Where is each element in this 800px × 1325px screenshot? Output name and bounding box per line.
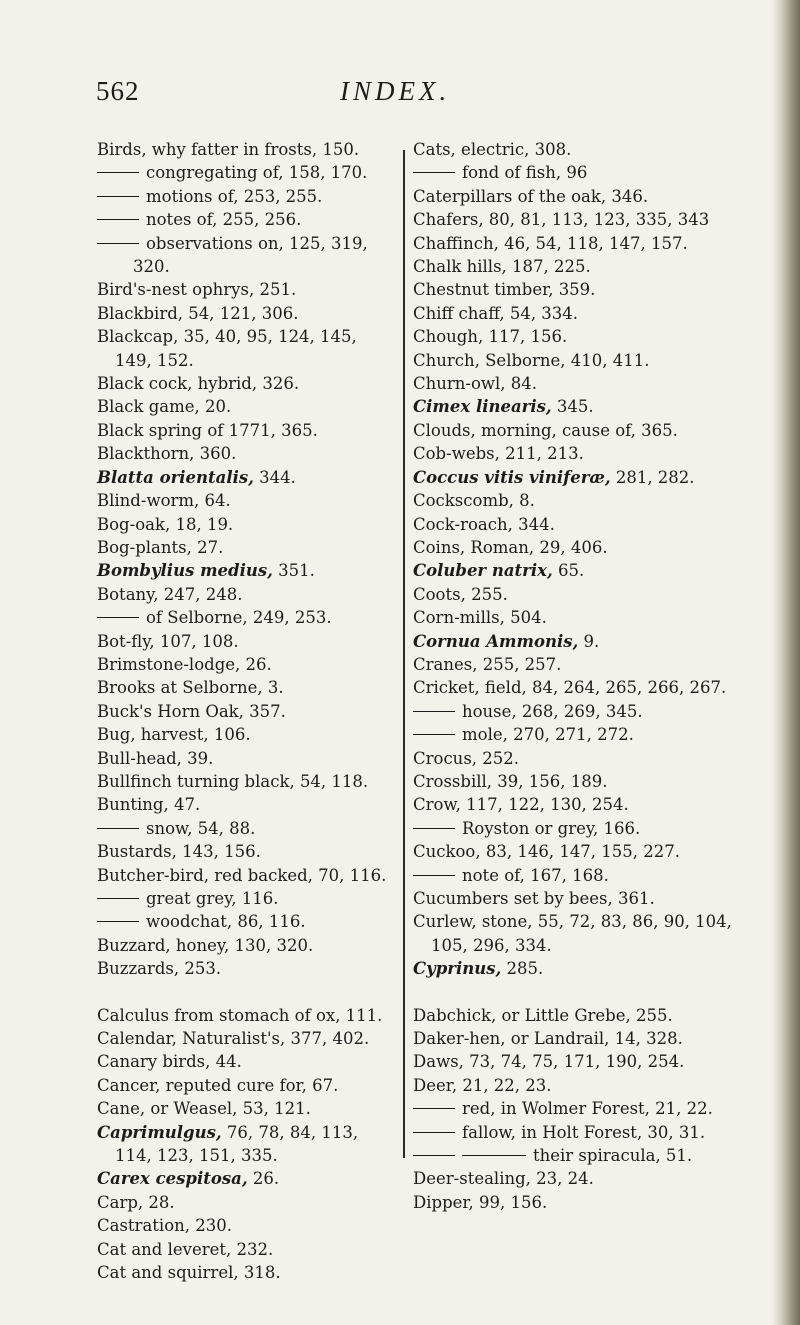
index-entry <box>413 255 733 278</box>
index-entry <box>413 887 733 910</box>
entry-text: Chiff chaff, 54, 334. <box>413 303 579 323</box>
ditto-dash <box>413 875 455 876</box>
entry-text: Cock-roach, 344. <box>413 514 555 534</box>
index-subentry <box>97 817 397 840</box>
entry-text: Royston or grey, 166. <box>462 818 641 838</box>
page-refs: 65. <box>552 561 585 581</box>
entry-text: Brimstone-lodge, 26. <box>97 654 272 674</box>
index-subentry <box>97 887 397 910</box>
index-entry <box>413 840 733 863</box>
index-entry <box>97 302 397 325</box>
entry-text: Chestnut timber, 359. <box>413 280 596 300</box>
index-entry <box>413 910 733 957</box>
index-entry <box>97 793 397 816</box>
entry-text: fallow, in Holt Forest, 30, 31. <box>462 1122 706 1142</box>
index-entry <box>413 1167 733 1190</box>
ditto-dash <box>97 828 139 829</box>
index-entry <box>97 395 397 418</box>
entry-text: of Selborne, 249, 253. <box>146 608 332 628</box>
index-subentry <box>97 910 397 933</box>
entry-text: woodchat, 86, 116. <box>146 912 306 932</box>
index-entry <box>413 372 733 395</box>
index-entry <box>97 466 397 489</box>
index-entry <box>413 606 733 629</box>
ditto-dash <box>413 1132 455 1133</box>
index-entry <box>413 630 733 653</box>
entry-text: Coins, Roman, 29, 406. <box>413 537 608 557</box>
entry-text: Brooks at Selborne, 3. <box>97 678 284 698</box>
ditto-dash <box>413 828 455 829</box>
entry-text: Castration, 230. <box>97 1216 232 1236</box>
index-subentry <box>413 700 733 723</box>
index-entry <box>413 676 733 699</box>
entry-text: Botany, 247, 248. <box>97 584 243 604</box>
index-entry <box>97 1074 397 1097</box>
entry-text: Deer-stealing, 23, 24. <box>413 1169 594 1189</box>
index-entry <box>97 934 397 957</box>
index-entry <box>97 747 397 770</box>
page-refs: 351. <box>272 561 315 581</box>
entry-text: Chalk hills, 187, 225. <box>413 257 591 277</box>
entry-text: fond of fish, 96 <box>462 163 588 183</box>
entry-text: snow, 54, 88. <box>146 818 256 838</box>
entry-text: Calculus from stomach of ox, 111. <box>97 1005 383 1025</box>
index-entry <box>413 349 733 372</box>
entry-text: Carp, 28. <box>97 1192 175 1212</box>
entry-text: Church, Selborne, 410, 411. <box>413 350 650 370</box>
entry-text: Blackcap, 35, 40, 95, 124, 145, 149, 152. <box>97 327 357 370</box>
section-gap <box>97 981 397 1004</box>
index-entry <box>413 1074 733 1097</box>
entry-text: notes of, 255, 256. <box>146 210 302 230</box>
entry-text: Cricket, field, 84, 264, 265, 266, 267. <box>413 678 727 698</box>
ditto-dash <box>462 1155 526 1156</box>
entry-text: Cucumbers set by bees, 361. <box>413 889 655 908</box>
entry-text: Cranes, 255, 257. <box>413 654 562 674</box>
entry-text: mole, 270, 271, 272. <box>462 725 634 745</box>
latin-name: Cyprinus, <box>413 959 502 979</box>
page-refs: 9. <box>578 631 600 651</box>
index-entry <box>97 957 397 980</box>
latin-name: Caprimulgus, <box>97 1122 222 1142</box>
index-entry <box>97 1238 397 1261</box>
entry-text: note of, 167, 168. <box>462 865 609 885</box>
latin-name: Coluber natrix, <box>413 561 553 581</box>
index-entry <box>97 1261 397 1284</box>
index-subentry <box>413 723 733 746</box>
entry-text: Corn-mills, 504. <box>413 608 547 628</box>
entry-text: Bog-plants, 27. <box>97 537 224 557</box>
index-entry <box>97 489 397 512</box>
index-entry <box>97 1004 397 1027</box>
entry-text: Cats, electric, 308. <box>413 140 572 159</box>
entry-text: Bull-head, 39. <box>97 748 214 768</box>
section-gap <box>413 981 733 1004</box>
index-entry <box>97 1121 397 1168</box>
entry-text: Curlew, stone, 55, 72, 83, 86, 90, 104, 105, 296, 334. <box>413 912 732 955</box>
index-entry <box>97 419 397 442</box>
index-entry <box>97 1214 397 1237</box>
index-entry <box>97 559 397 582</box>
index-subentry <box>97 208 397 231</box>
index-entry <box>413 583 733 606</box>
entry-text: Black spring of 1771, 365. <box>97 420 318 440</box>
entry-text: Churn-owl, 84. <box>413 374 538 394</box>
entry-text: house, 268, 269, 345. <box>462 701 643 721</box>
ditto-dash <box>97 243 139 244</box>
entry-text: Cockscomb, 8. <box>413 491 535 511</box>
page-refs: 345. <box>551 397 594 417</box>
index-entry <box>97 372 397 395</box>
entry-text: Bullfinch turning black, 54, 118. <box>97 771 369 791</box>
entry-text: Chaffinch, 46, 54, 118, 147, 157. <box>413 233 688 253</box>
index-entry <box>97 770 397 793</box>
index-entry <box>97 700 397 723</box>
index-entry <box>413 208 733 231</box>
index-entry <box>413 442 733 465</box>
entry-text: Daws, 73, 74, 75, 171, 190, 254. <box>413 1052 685 1072</box>
index-entry <box>97 864 397 887</box>
index-entry <box>97 676 397 699</box>
index-entry <box>97 630 397 653</box>
entry-text: Birds, why fatter in frosts, 150. <box>97 140 360 159</box>
index-entry <box>413 653 733 676</box>
index-entry <box>413 1027 733 1050</box>
entry-text: Blackthorn, 360. <box>97 444 237 464</box>
entry-text: great grey, 116. <box>146 889 279 908</box>
index-entry <box>413 395 733 418</box>
index-entry <box>97 325 397 372</box>
index-entry <box>97 1027 397 1050</box>
entry-text: Cane, or Weasel, 53, 121. <box>97 1099 311 1119</box>
index-entry <box>97 278 397 301</box>
page-number: 562 <box>96 76 140 106</box>
ditto-dash <box>413 1108 455 1109</box>
entry-text: Bunting, 47. <box>97 795 201 815</box>
index-entry <box>413 466 733 489</box>
entry-text: their spiracula, 51. <box>533 1146 693 1166</box>
ditto-dash <box>97 898 139 899</box>
index-entry <box>413 489 733 512</box>
entry-text: Cob-webs, 211, 213. <box>413 444 584 464</box>
page-refs: 76, 78, 84, 113, 114, 123, 151, 335. <box>115 1122 359 1166</box>
entry-text: Buzzards, 253. <box>97 959 222 979</box>
entry-text: Bot-fly, 107, 108. <box>97 631 239 651</box>
index-entry <box>97 1191 397 1214</box>
entry-text: Crow, 117, 122, 130, 254. <box>413 795 629 815</box>
entry-text: Cat and squirrel, 318. <box>97 1263 281 1283</box>
entry-text: Coots, 255. <box>413 584 508 604</box>
index-entry <box>97 513 397 536</box>
entry-text: Chough, 117, 156. <box>413 327 568 347</box>
index-subentry <box>413 1097 733 1120</box>
index-subentry <box>413 1144 733 1167</box>
entry-text: congregating of, 158, 170. <box>146 163 368 183</box>
page-refs: 281, 282. <box>610 467 695 487</box>
entry-text: Crocus, 252. <box>413 748 520 768</box>
index-entry <box>413 302 733 325</box>
index-entry <box>413 770 733 793</box>
page-refs: 344. <box>253 467 296 487</box>
entry-text: Canary birds, 44. <box>97 1052 242 1072</box>
entry-text: Black cock, hybrid, 326. <box>97 374 300 394</box>
entry-text: Dipper, 99, 156. <box>413 1192 548 1212</box>
latin-name: Carex cespitosa, <box>97 1169 248 1189</box>
entry-text: Calendar, Naturalist's, 377, 402. <box>97 1029 370 1049</box>
entry-text: Blackbird, 54, 121, 306. <box>97 303 299 323</box>
index-entry <box>413 1191 733 1214</box>
index-entry <box>97 723 397 746</box>
latin-name: Bombylius medius, <box>97 561 273 581</box>
index-column-left <box>97 138 397 1285</box>
index-subentry <box>97 185 397 208</box>
ditto-dash <box>97 921 139 922</box>
entry-text: Black game, 20. <box>97 397 232 417</box>
latin-name: Blatta orientalis, <box>97 467 254 487</box>
entry-text: Dabchick, or Little Grebe, 255. <box>413 1005 673 1025</box>
ditto-dash <box>413 1155 455 1156</box>
index-entry <box>97 138 397 161</box>
index-subentry <box>413 864 733 887</box>
page-refs: 285. <box>501 959 544 979</box>
entry-text: Cat and leveret, 232. <box>97 1239 274 1259</box>
index-entry <box>413 138 733 161</box>
ditto-dash <box>97 219 139 220</box>
ditto-dash <box>413 734 455 735</box>
page-refs: 26. <box>247 1169 280 1189</box>
running-head: INDEX. <box>340 76 451 106</box>
entry-text: Caterpillars of the oak, 346. <box>413 186 649 206</box>
index-entry <box>413 747 733 770</box>
index-entry <box>413 957 733 980</box>
latin-name: Cornua Ammonis, <box>413 631 579 651</box>
index-subentry <box>97 232 397 279</box>
index-entry <box>97 583 397 606</box>
entry-text: Cuckoo, 83, 146, 147, 155, 227. <box>413 842 681 862</box>
index-entry <box>413 536 733 559</box>
page-edge-shadow <box>772 0 800 1325</box>
ditto-dash <box>97 617 139 618</box>
entry-text: Buck's Horn Oak, 357. <box>97 701 286 721</box>
entry-text: Crossbill, 39, 156, 189. <box>413 771 608 791</box>
ditto-dash <box>97 196 139 197</box>
index-subentry <box>97 606 397 629</box>
entry-text: Cancer, reputed cure for, 67. <box>97 1075 339 1095</box>
index-entry <box>413 1004 733 1027</box>
index-entry <box>97 1167 397 1190</box>
entry-text: Clouds, morning, cause of, 365. <box>413 420 678 440</box>
index-subentry <box>97 161 397 184</box>
index-entry <box>413 1050 733 1073</box>
index-entry <box>97 1097 397 1120</box>
index-entry <box>413 513 733 536</box>
index-entry <box>97 840 397 863</box>
index-entry <box>413 325 733 348</box>
index-entry <box>97 1050 397 1073</box>
entry-text: motions of, 253, 255. <box>146 186 323 206</box>
index-subentry <box>413 161 733 184</box>
entry-text: Bustards, 143, 156. <box>97 842 261 862</box>
index-entry <box>97 536 397 559</box>
ditto-dash <box>413 711 455 712</box>
index-entry <box>413 793 733 816</box>
entry-text: Chafers, 80, 81, 113, 123, 335, 343 <box>413 210 710 230</box>
index-subentry <box>413 817 733 840</box>
latin-name: Cimex linearis, <box>413 397 552 417</box>
entry-text: red, in Wolmer Forest, 21, 22. <box>462 1099 713 1119</box>
index-entry <box>413 278 733 301</box>
entry-text: observations on, 125, 319, 320. <box>133 233 368 277</box>
entry-text: Bug, harvest, 106. <box>97 725 251 745</box>
index-entry <box>413 185 733 208</box>
index-entry <box>413 419 733 442</box>
entry-text: Butcher-bird, red backed, 70, 116. <box>97 865 387 885</box>
column-divider <box>403 150 405 1158</box>
ditto-dash <box>413 172 455 173</box>
entry-text: Bog-oak, 18, 19. <box>97 514 234 534</box>
index-entry <box>97 653 397 676</box>
index-entry <box>413 559 733 582</box>
ditto-dash <box>97 172 139 173</box>
index-entry <box>413 232 733 255</box>
entry-text: Bird's-nest ophrys, 251. <box>97 280 297 300</box>
index-subentry <box>413 1121 733 1144</box>
index-entry <box>97 442 397 465</box>
index-column-right <box>413 138 733 1214</box>
entry-text: Buzzard, honey, 130, 320. <box>97 935 314 955</box>
latin-name: Coccus vitis viniferæ, <box>413 467 611 487</box>
entry-text: Blind-worm, 64. <box>97 491 231 511</box>
entry-text: Daker-hen, or Landrail, 14, 328. <box>413 1029 683 1049</box>
entry-text: Deer, 21, 22, 23. <box>413 1075 552 1095</box>
